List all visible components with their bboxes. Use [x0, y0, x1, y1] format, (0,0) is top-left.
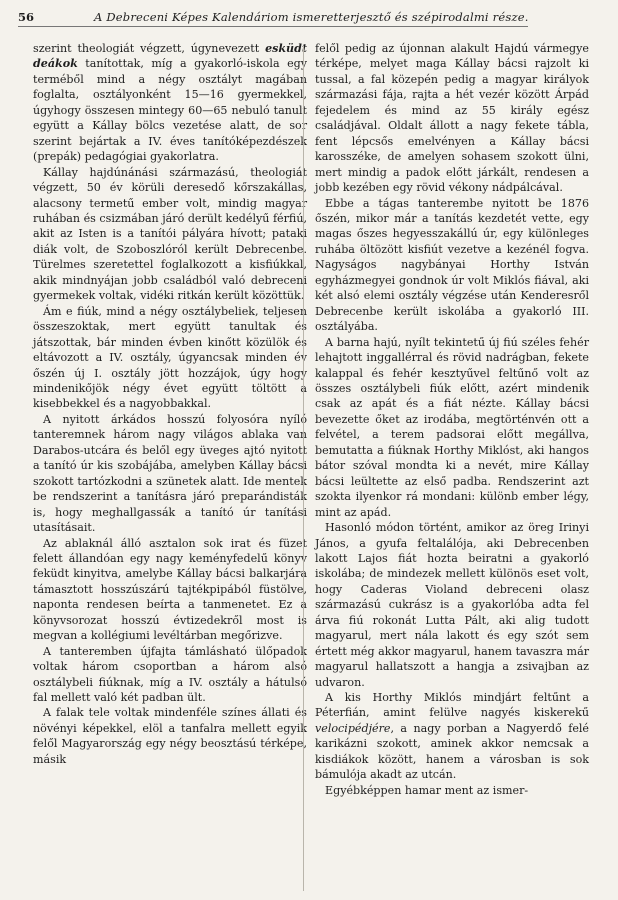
text-run: szerint theologiát végzett, úgynevezett [33, 42, 266, 55]
page-header [18, 6, 600, 28]
paragraph [315, 41, 589, 196]
text-run: , a nagy porban a Nagyerdő felé karikázni szokott, aminek akkor nemcsak a kisdiákok között, hanem a városban is sok bámulója akadt az utcán. [315, 721, 589, 782]
text-run: A tanteremben újfajta támlásható ülőpadok voltak három csoportban a három alsó osztálybeli fiúknak, míg a IV. osztály a hátulsó fal mellett való két padban ült. [33, 644, 307, 705]
page-number: 56 [18, 10, 35, 24]
paragraph [33, 412, 307, 536]
paragraph [33, 644, 307, 706]
text-run: felől pedig az újonnan alakult Hajdú vármegye térképe, melyet maga Kállay bácsi rajzolt ki tussal, a fal közepén pedig a magyar királyok származási fája, rajta a hét vezér között Árpád fejedelem és mind az 55 király egész családjával. Oldalt állott a nagy fekete tábla, fent lépcsős emelvényen a Kállay bácsi karosszéke, de amelyen sohasem szokott ülni, mert mindig a padok előtt járkált, rendesen a jobb kezében egy rövid vékony nádpálcával. [315, 42, 589, 195]
paragraph [315, 520, 589, 690]
column-divider [303, 46, 304, 891]
text-run: A falak tele voltak mindenféle színes állati és növényi képekkel, elöl a tanfalra mellett egyik felől Magyarország egy négy beosztású térképe, másik [33, 706, 307, 766]
text-run: tanítottak, míg a gyakorló-iskola egy terméből mind a négy osztályt magában foglalta, osztályonként 15—16 gyermekkel, úgyhogy összesen mintegy 60—65 nebuló tanult együtt a Kállay bölcs vezetése alatt, de sor szerint bejártak a IV. éves tanítóképezdészek (prepák) pedagógiai gyakorlatra. [33, 57, 307, 164]
emphasized-text: esküdt deákok [33, 42, 307, 71]
paragraph [315, 335, 589, 520]
text-run: Az ablaknál álló asztalon sok irat és füzet felett állandóan egy nagy keményfedelű könyv feküdt kinyitva, amelybe Kállay bácsi balkarjára támasztott hosszúszárú tajtékpipából füstölve, naponta rendesen beírta a tanmenetet. Ez a könyvsorozat hosszú évtizedekről most is megvan a kollégiumi levéltárban megőrizve. [33, 536, 307, 643]
right-column [315, 41, 589, 798]
paragraph [315, 196, 589, 335]
paragraph [33, 41, 307, 165]
paragraph [33, 705, 307, 767]
text-run: Ám e fiúk, mind a négy osztálybeliek, teljesen összeszoktak, mert együtt tanultak és játszottak, bár minden évben kinőtt közülök és eltávozott a IV. osztály, úgyancsak minden év őszén új I. osztály jött hozzájok, úgy hogy mindenikőjök négy évet együtt töltött a kisebbekkel és a nagyobbakkal. [33, 304, 307, 411]
header-rule [18, 26, 528, 27]
paragraph [315, 783, 589, 798]
paragraph [33, 165, 307, 304]
text-run: A barna hajú, nyílt tekintetű új fiú széles fehér lehajtott inggallérral és rövid nadrágban, fekete kalappal és fehér kesztyűvel feltűnő volt az összes osztálybeli fiúk előtt, azért mindenik csak az apát és a fiát nézte. Kállay bácsi bevezette őket az irodába, megtörténvén ott a felvétel, a terem padsorai előtt megállva, bemutatta a fiúknak Horthy Miklóst, aki hangos bátor szóval mondta ki a nevét, mire Kállay bácsi leültette az első padba. Rendszerint azt szokta ilyenkor rá mondani: különb ember légy, mint az apád. [315, 335, 589, 519]
emphasized-text: velocipédjére [315, 721, 391, 735]
text-run: Hasonló módon történt, amikor az öreg Irinyi János, a gyufa feltalálója, aki Debrecenben lakott Lajos fiát hozta beiratni a gyakorló iskolába; de mindezek mellett különös eset volt, hogy Caderas Violand debreceni olasz származású cukrász is a gyakorlóba adta fel árva fiú rokonát Lutta Pált, aki alig tudott magyarul, mert nála lakott és egy szót sem értett még akkor magyarul, hanem tavaszra már magyarul hallatszott a hangja a zsivajban az udvaron. [315, 521, 589, 689]
text-run: Ebbe a tágas tanterembe nyitott be 1876 őszén, mikor már a tanítás kezdetét vette, egy magas őszes hegyesszakállú úr, egy különleges ruhába öltözött kisfiút vezetve a kezénél fogva. Nagyságos nagybányai Horthy István egyházmegyei gondnok úr volt Miklós fiával, aki két alsó elemi osztály végzése után Kenderesről Debrecenbe került iskolába a gyakorló III. osztályába. [315, 196, 589, 334]
paragraph [33, 536, 307, 644]
text-run: Kállay hajdúnánási származású, theologiát végzett, 50 év körüli deresedő kőrszakállas, alacsony termetű ember volt, mindig magyar ruhában és csizmában járó derült kedélyű férfiú, akit az Isten is a tanítói pályára hívott; pataki diák volt, de Szoboszlóról került Debrecenbe. Türelmes szeretettel foglalkozott a kisfiúkkal, akik mindnyájan jobb családból való debreceni gyermekek voltak, vidéki ritkán került közöttük. [33, 165, 307, 303]
text-run: A kis Horthy Miklós mindjárt feltűnt a Péterfián, amint felülve nagyés kiskerekű [315, 691, 589, 720]
running-title: A Debreceni Képes Kalendáriom ismeretterjesztő és szépirodalmi része. [94, 10, 529, 24]
text-run: A nyitott árkádos hosszú folyosóra nyíló tanteremnek három nagy világos ablaka van Darabos-utcára és belől egy üveges ajtó nyitott a tanító úr kis szobájába, amelyben Kállay bácsi szokott tartózkodni a szünetek alatt. Ide mentek be rendszerint a tanításra járó preparándisták is, hogy meghallgassák a tanító úr tanítási utasításait. [33, 412, 307, 535]
paragraph [315, 690, 589, 783]
paragraph [33, 304, 307, 412]
text-run: Egyébképpen hamar ment az ismer- [325, 783, 529, 797]
left-column [33, 41, 307, 767]
